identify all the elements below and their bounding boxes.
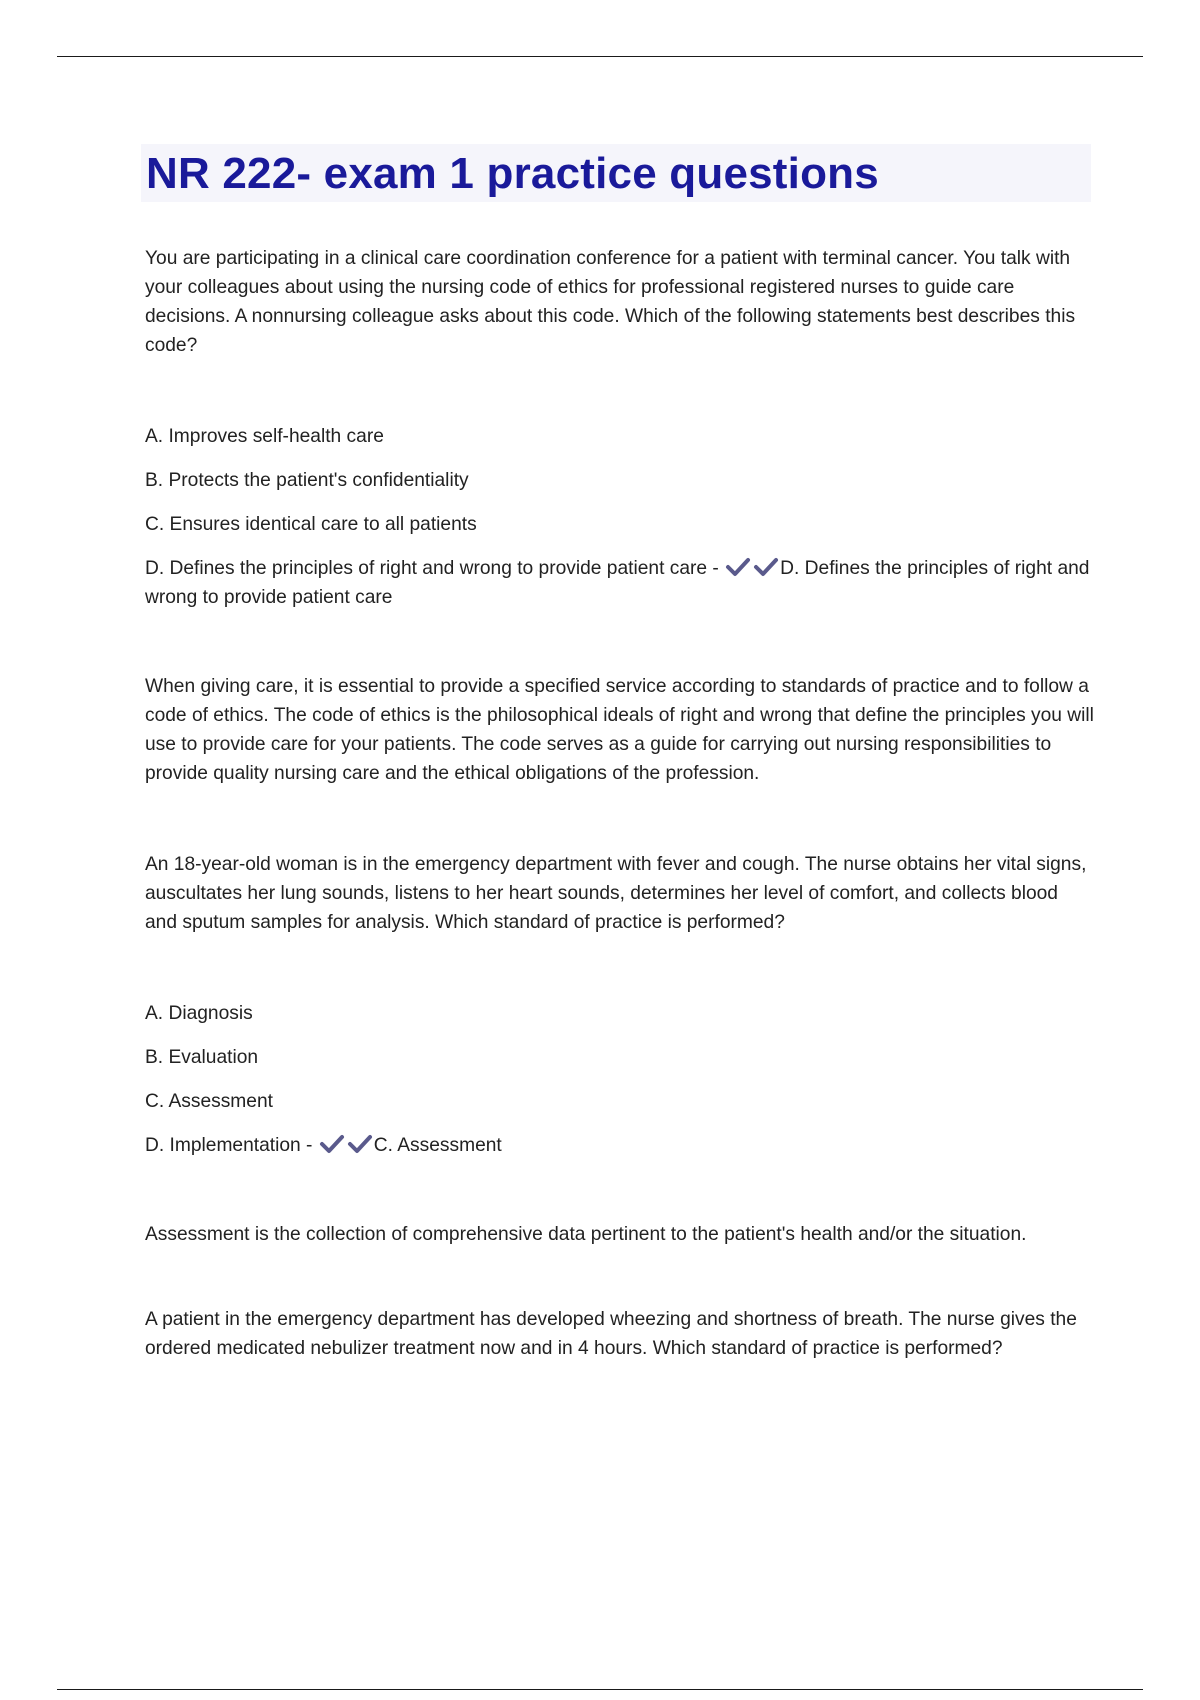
question-1-explanation: When giving care, it is essential to provide a specified service according to standards of practice and to follow a code of ethics. The code of ethics is the philosophical ideals of right and wrong that define the principles you will use to provide care for your patients. The code serves as a guide for carrying out nursing responsibilities to provide quality nursing care and the ethical obligations of the profession. (145, 676, 1094, 784)
checkmark-icon (347, 1134, 373, 1154)
question-2-option-c: C. Assessment (145, 1091, 273, 1112)
question-3-text: A patient in the emergency department has developed wheezing and shortness of breath. The nurse gives the ordered medicated nebulizer treatment now and in 4 hours. Which standard of practice is performed? (145, 1309, 1077, 1359)
question-2-option-d-with-answer (145, 1131, 1095, 1160)
top-divider (57, 56, 1143, 57)
question-2-option-d: D. Implementation - (145, 1135, 313, 1156)
question-1-option-b: B. Protects the patient's confidentiality (145, 470, 469, 491)
question-1-option-d-with-answer (145, 554, 1095, 612)
checkmark-icon (319, 1134, 345, 1154)
checkmark-icon (753, 557, 779, 577)
question-1-text: You are participating in a clinical care coordination conference for a patient with terminal cancer. You talk with your colleagues about using the nursing code of ethics for professional registered nurses to guide care decisions. A nonnursing colleague asks about this code. Which of the following statements best describes this code? (145, 248, 1076, 356)
checkmark-icon (725, 557, 751, 577)
question-2-option-a: A. Diagnosis (145, 1003, 253, 1024)
bottom-divider (57, 1689, 1143, 1690)
question-1-option-a: A. Improves self-health care (145, 426, 384, 447)
document-body (145, 244, 1095, 1425)
document-title: NR 222- exam 1 practice questions (146, 149, 879, 198)
question-2-explanation: Assessment is the collection of comprehensive data pertinent to the patient's health and/or the situation. (145, 1224, 1027, 1245)
question-1-option-d: D. Defines the principles of right and wrong to provide patient care - (145, 558, 719, 579)
question-2-text: An 18-year-old woman is in the emergency department with fever and cough. The nurse obtains her vital signs, auscultates her lung sounds, listens to her heart sounds, determines her level of comfort, and collects blood and sputum samples for analysis. Which standard of practice is performed? (145, 854, 1087, 933)
question-1-option-c: C. Ensures identical care to all patients (145, 514, 477, 535)
question-2-answer: C. Assessment (373, 1135, 502, 1156)
question-1-answer: D. Defines the principles of right and wrong to provide patient care (145, 558, 1090, 608)
question-2-option-b: B. Evaluation (145, 1047, 259, 1068)
